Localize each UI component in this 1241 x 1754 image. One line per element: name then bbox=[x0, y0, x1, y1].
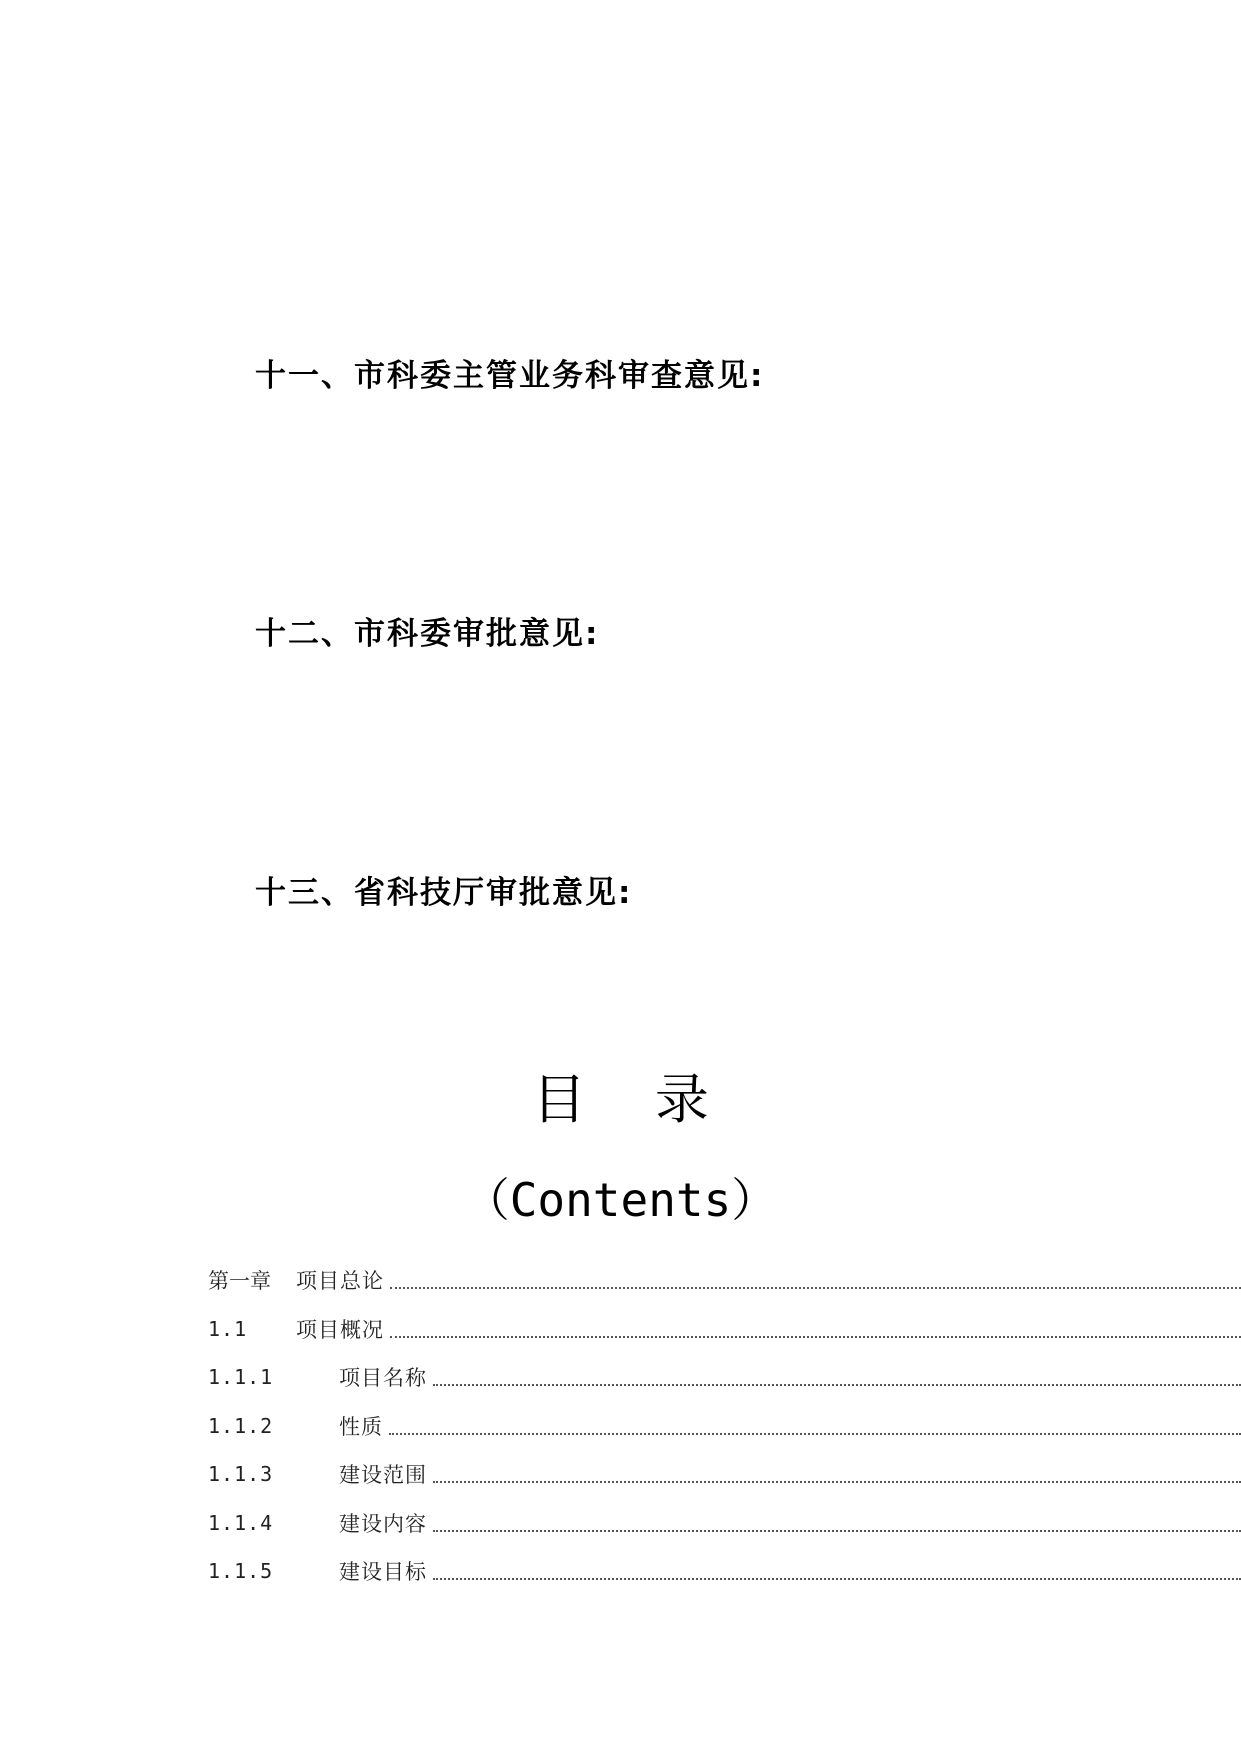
toc-entry[interactable] bbox=[208, 1499, 1241, 1548]
table-of-contents bbox=[208, 1256, 1241, 1596]
toc-title: 目 录 bbox=[532, 1068, 709, 1131]
toc-entry-text: 项目总论 bbox=[296, 1269, 384, 1294]
toc-entry-text: 建设内容 bbox=[339, 1511, 427, 1536]
dot-leader bbox=[433, 1479, 1241, 1483]
toc-entry[interactable] bbox=[208, 1256, 1241, 1305]
toc-entry-text: 性质 bbox=[339, 1414, 383, 1439]
toc-entry[interactable] bbox=[208, 1353, 1241, 1402]
toc-entry[interactable] bbox=[208, 1305, 1241, 1354]
dot-leader bbox=[389, 1431, 1241, 1435]
section-heading-11: 十一、市科委主管业务科审查意见: bbox=[255, 358, 765, 394]
toc-entry[interactable] bbox=[208, 1450, 1241, 1499]
toc-entry-text: 项目名称 bbox=[339, 1366, 427, 1391]
toc-entry-text: 建设目标 bbox=[339, 1560, 427, 1585]
dot-leader bbox=[433, 1528, 1241, 1532]
dot-leader bbox=[433, 1576, 1241, 1580]
toc-entry-number: 1.1.3 bbox=[208, 1462, 274, 1487]
dot-leader bbox=[390, 1334, 1241, 1338]
toc-entry-text: 项目概况 bbox=[296, 1317, 384, 1342]
toc-entry-number: 1.1.5 bbox=[208, 1559, 274, 1584]
toc-entry-number: 1.1.1 bbox=[208, 1365, 274, 1390]
toc-entry[interactable] bbox=[208, 1402, 1241, 1451]
section-heading-12: 十二、市科委审批意见: bbox=[255, 616, 600, 652]
toc-entry-number: 1.1 bbox=[208, 1316, 248, 1341]
dot-leader bbox=[433, 1382, 1241, 1386]
toc-subtitle: （Contents） bbox=[463, 1173, 778, 1227]
toc-entry[interactable] bbox=[208, 1547, 1241, 1596]
toc-entry-number: 1.1.4 bbox=[208, 1510, 274, 1535]
section-heading-13: 十三、省科技厅审批意见: bbox=[255, 875, 633, 911]
toc-entry-number: 1.1.2 bbox=[208, 1413, 274, 1438]
toc-entry-number: 第一章 bbox=[208, 1269, 271, 1294]
toc-entry-text: 建设范围 bbox=[339, 1463, 427, 1488]
dot-leader bbox=[390, 1285, 1241, 1289]
